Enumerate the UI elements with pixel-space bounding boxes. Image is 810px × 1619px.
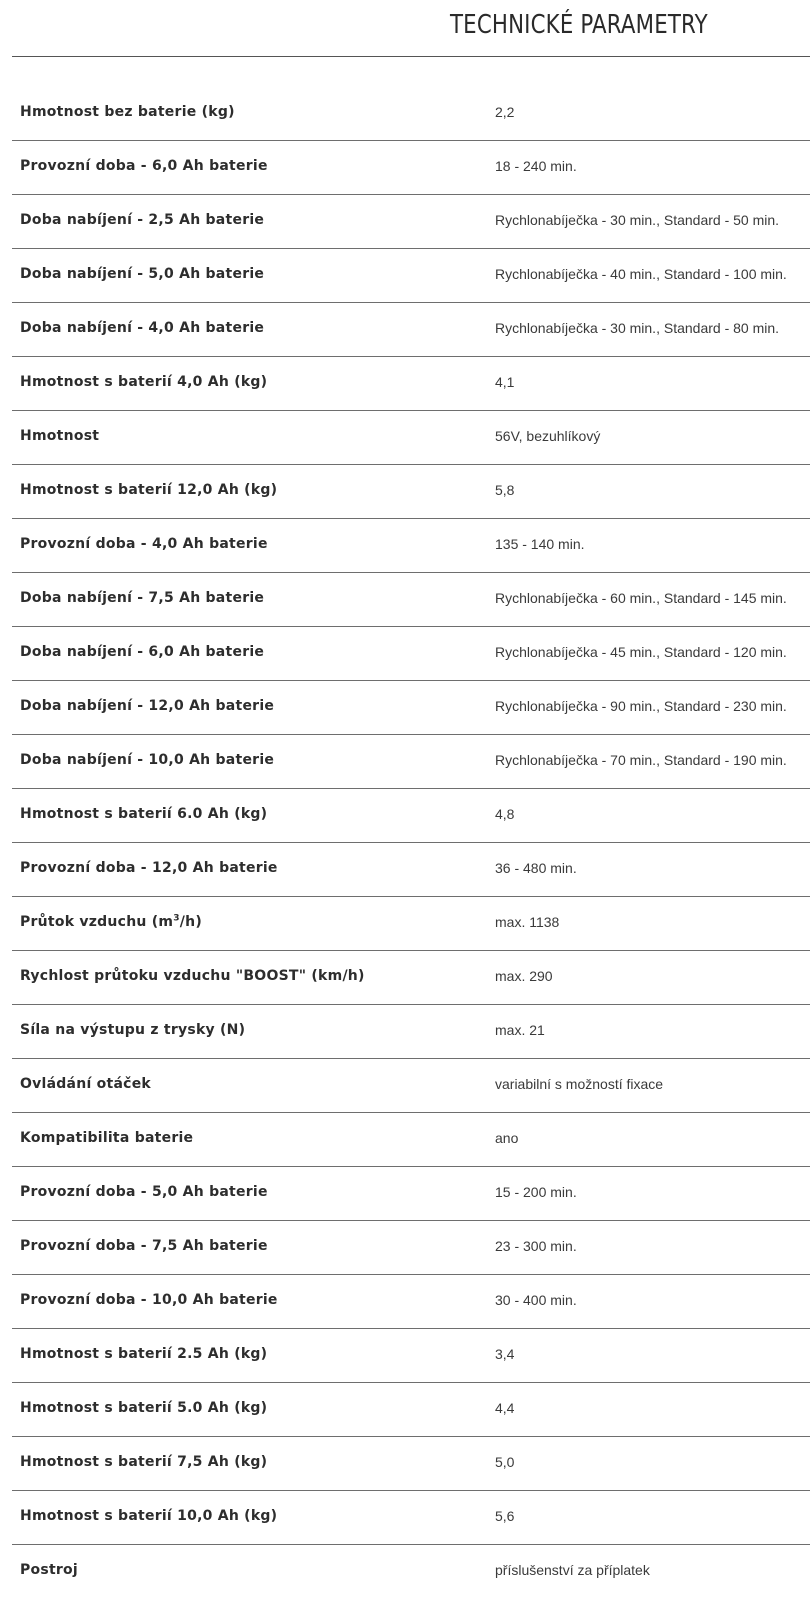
spec-label: Provozní doba - 12,0 Ah baterie bbox=[20, 860, 278, 876]
spec-value: 2,2 bbox=[495, 104, 515, 120]
spec-label-text: /h) bbox=[179, 914, 202, 930]
spec-label-airflow bbox=[20, 897, 202, 950]
spec-label: Provozní doba - 5,0 Ah baterie bbox=[20, 1184, 268, 1200]
spec-value: 56V, bezuhlíkový bbox=[495, 428, 601, 444]
page-header bbox=[12, 0, 810, 57]
table-row bbox=[12, 897, 810, 951]
table-row bbox=[12, 303, 810, 357]
table-row bbox=[12, 1545, 810, 1599]
spec-value: 36 - 480 min. bbox=[495, 860, 577, 876]
spec-label: Kompatibilita baterie bbox=[20, 1130, 194, 1146]
spec-value: max. 1138 bbox=[495, 914, 560, 930]
table-row bbox=[12, 1437, 810, 1491]
spec-label: Hmotnost s baterií 7,5 Ah (kg) bbox=[20, 1454, 268, 1470]
spec-value: Rychlonabíječka - 70 min., Standard - 190 min. bbox=[495, 752, 787, 768]
spec-value: Rychlonabíječka - 45 min., Standard - 120 min. bbox=[495, 644, 787, 660]
table-row bbox=[12, 1005, 810, 1059]
table-row bbox=[12, 951, 810, 1005]
table-row bbox=[12, 573, 810, 627]
spec-value: 3,4 bbox=[495, 1346, 515, 1362]
spec-value: 5,0 bbox=[495, 1454, 515, 1470]
table-row bbox=[12, 195, 810, 249]
spec-value: 4,4 bbox=[495, 1400, 515, 1416]
spec-value: 4,1 bbox=[495, 374, 515, 390]
spec-label: Doba nabíjení - 12,0 Ah baterie bbox=[20, 698, 275, 714]
spec-label: Doba nabíjení - 4,0 Ah baterie bbox=[20, 320, 265, 336]
table-row bbox=[12, 789, 810, 843]
table-row bbox=[12, 1329, 810, 1383]
table-row bbox=[12, 411, 810, 465]
spec-label: Hmotnost s baterií 12,0 Ah (kg) bbox=[20, 482, 278, 498]
table-row bbox=[12, 1059, 810, 1113]
table-row bbox=[12, 735, 810, 789]
spec-label: Síla na výstupu z trysky (N) bbox=[20, 1022, 246, 1038]
spec-value: Rychlonabíječka - 90 min., Standard - 230 min. bbox=[495, 698, 787, 714]
superscript: 3 bbox=[173, 913, 180, 924]
spec-label: Provozní doba - 4,0 Ah baterie bbox=[20, 536, 268, 552]
spec-value: 4,8 bbox=[495, 806, 515, 822]
spec-label: Doba nabíjení - 10,0 Ah baterie bbox=[20, 752, 275, 768]
page-title: TECHNICKÉ PARAMETRY bbox=[450, 10, 708, 40]
table-row bbox=[12, 1113, 810, 1167]
spec-label: Doba nabíjení - 2,5 Ah baterie bbox=[20, 212, 265, 228]
spec-value: 30 - 400 min. bbox=[495, 1292, 577, 1308]
spec-value: příslušenství za příplatek bbox=[495, 1562, 650, 1578]
table-row bbox=[12, 627, 810, 681]
spec-label: Provozní doba - 6,0 Ah baterie bbox=[20, 158, 268, 174]
table-row bbox=[12, 357, 810, 411]
spec-value: Rychlonabíječka - 30 min., Standard - 50 min. bbox=[495, 212, 780, 228]
spec-label-text: Průtok vzduchu (m bbox=[20, 914, 174, 930]
spec-value: Rychlonabíječka - 60 min., Standard - 145 min. bbox=[495, 590, 787, 606]
spec-label: Hmotnost bez baterie (kg) bbox=[20, 104, 235, 120]
table-row bbox=[12, 141, 810, 195]
table-row bbox=[12, 843, 810, 897]
table-row bbox=[12, 249, 810, 303]
spec-label: Doba nabíjení - 6,0 Ah baterie bbox=[20, 644, 265, 660]
spec-label: Hmotnost s baterií 4,0 Ah (kg) bbox=[20, 374, 268, 390]
spec-label: Doba nabíjení - 5,0 Ah baterie bbox=[20, 266, 265, 282]
spec-value: 23 - 300 min. bbox=[495, 1238, 577, 1254]
spec-label: Hmotnost s baterií 6.0 Ah (kg) bbox=[20, 806, 268, 822]
table-row bbox=[12, 1167, 810, 1221]
spec-label: Hmotnost s baterií 5.0 Ah (kg) bbox=[20, 1400, 268, 1416]
spec-label: Rychlost průtoku vzduchu "BOOST" (km/h) bbox=[20, 968, 365, 984]
spec-label: Postroj bbox=[20, 1562, 78, 1578]
table-row bbox=[12, 1383, 810, 1437]
table-row bbox=[12, 1221, 810, 1275]
spec-value: ano bbox=[495, 1130, 519, 1146]
spec-value: max. 21 bbox=[495, 1022, 545, 1038]
spec-label: Hmotnost s baterií 2.5 Ah (kg) bbox=[20, 1346, 268, 1362]
spec-table bbox=[12, 87, 810, 1599]
spec-label: Hmotnost bbox=[20, 428, 100, 444]
spec-label: Provozní doba - 10,0 Ah baterie bbox=[20, 1292, 278, 1308]
table-row bbox=[12, 519, 810, 573]
table-row bbox=[12, 465, 810, 519]
table-row bbox=[12, 1275, 810, 1329]
spec-value: 18 - 240 min. bbox=[495, 158, 577, 174]
spec-value: max. 290 bbox=[495, 968, 553, 984]
spec-label: Ovládání otáček bbox=[20, 1076, 151, 1092]
spec-label: Provozní doba - 7,5 Ah baterie bbox=[20, 1238, 268, 1254]
spec-value: variabilní s možností fixace bbox=[495, 1076, 664, 1092]
table-row bbox=[12, 1491, 810, 1545]
spec-value: Rychlonabíječka - 30 min., Standard - 80 min. bbox=[495, 320, 780, 336]
spec-value: Rychlonabíječka - 40 min., Standard - 100 min. bbox=[495, 266, 787, 282]
spec-value: 5,8 bbox=[495, 482, 515, 498]
spec-value: 15 - 200 min. bbox=[495, 1184, 577, 1200]
table-row bbox=[12, 681, 810, 735]
table-row bbox=[12, 87, 810, 141]
spec-label: Doba nabíjení - 7,5 Ah baterie bbox=[20, 590, 265, 606]
spec-value: 135 - 140 min. bbox=[495, 536, 585, 552]
spec-value: 5,6 bbox=[495, 1508, 515, 1524]
spec-label: Hmotnost s baterií 10,0 Ah (kg) bbox=[20, 1508, 278, 1524]
